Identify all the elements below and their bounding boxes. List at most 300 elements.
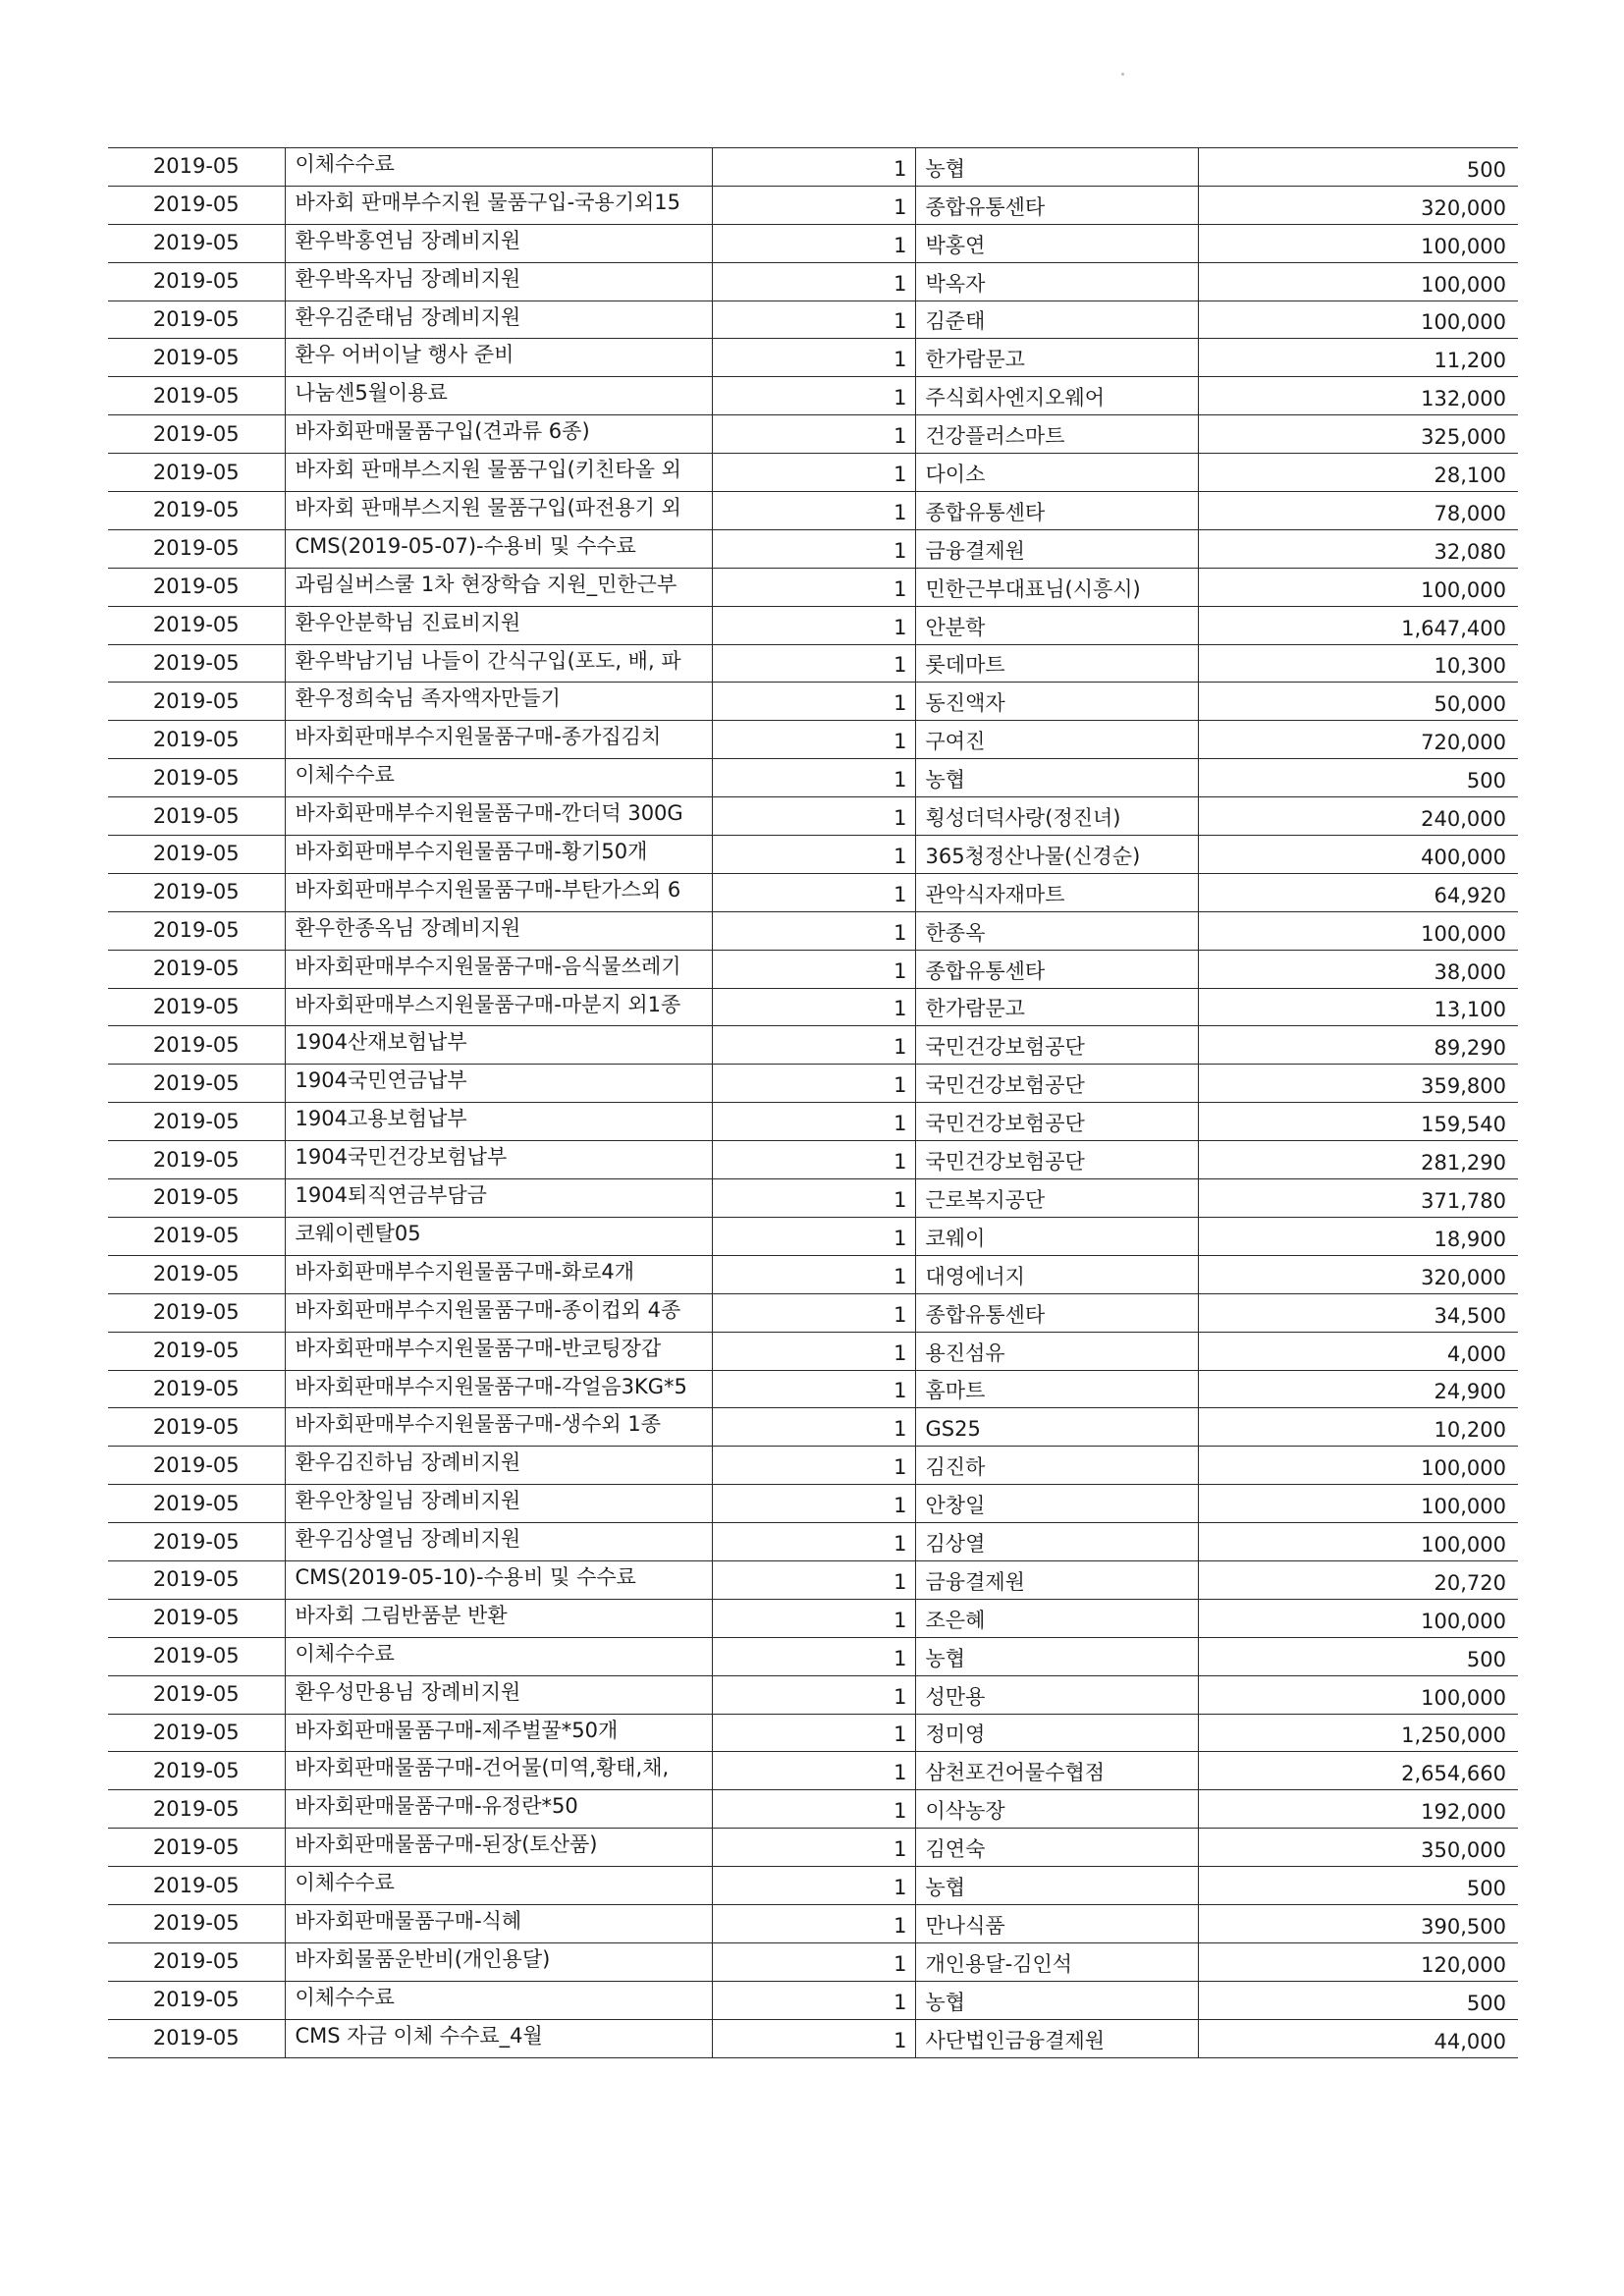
row-quantity: 1 (712, 529, 915, 568)
row-quantity: 1 (712, 911, 915, 950)
row-date: 2019-05 (108, 224, 285, 262)
row-quantity: 1 (712, 1447, 915, 1485)
row-date: 2019-05 (108, 1065, 285, 1103)
row-date: 2019-05 (108, 950, 285, 988)
row-amount: 28,100 (1198, 454, 1518, 492)
row-description: 바자회판매물품구매-식혜 (285, 1904, 712, 1942)
row-quantity: 1 (712, 1408, 915, 1447)
table-row (108, 1447, 1518, 1485)
row-quantity: 1 (712, 1790, 915, 1829)
row-date: 2019-05 (108, 492, 285, 530)
row-amount: 159,540 (1198, 1103, 1518, 1141)
row-quantity: 1 (712, 301, 915, 339)
row-quantity: 1 (712, 415, 915, 454)
row-date: 2019-05 (108, 1637, 285, 1675)
row-payee: 안분학 (915, 606, 1198, 644)
row-quantity: 1 (712, 797, 915, 836)
table-row (108, 1026, 1518, 1065)
row-description: CMS(2019-05-10)-수용비 및 수수료 (285, 1560, 712, 1599)
row-payee: 안창일 (915, 1485, 1198, 1523)
row-payee: 개인용달-김인석 (915, 1942, 1198, 1981)
row-payee: 365청정산나물(신경순) (915, 836, 1198, 874)
row-payee: 박옥자 (915, 262, 1198, 301)
row-description: 바자회판매물품구매-된장(토산품) (285, 1829, 712, 1867)
table-row (108, 529, 1518, 568)
table-row (108, 1790, 1518, 1829)
table-row (108, 301, 1518, 339)
table-row (108, 683, 1518, 721)
row-description: 바자회 판매부스지원 물품구입(키친타올 외 (285, 454, 712, 492)
row-payee: 박홍연 (915, 224, 1198, 262)
row-description: 환우안분학님 진료비지원 (285, 606, 712, 644)
row-date: 2019-05 (108, 1942, 285, 1981)
row-description: 1904산재보험납부 (285, 1026, 712, 1065)
table-row (108, 1637, 1518, 1675)
row-date: 2019-05 (108, 1141, 285, 1179)
row-amount: 325,000 (1198, 415, 1518, 454)
row-payee: 관악식자재마트 (915, 873, 1198, 911)
table-row (108, 1408, 1518, 1447)
row-payee: 농협 (915, 1867, 1198, 1905)
row-quantity: 1 (712, 759, 915, 797)
row-amount: 2,654,660 (1198, 1752, 1518, 1790)
row-description: 환우김상열님 장례비지원 (285, 1523, 712, 1561)
row-amount: 13,100 (1198, 988, 1518, 1026)
row-amount: 24,900 (1198, 1370, 1518, 1408)
row-description: 바자회판매부수지원물품구매-종가집김치 (285, 721, 712, 759)
row-description: 1904국민연금납부 (285, 1065, 712, 1103)
row-description: 이체수수료 (285, 1637, 712, 1675)
table-row (108, 1904, 1518, 1942)
row-quantity: 1 (712, 836, 915, 874)
table-row (108, 148, 1518, 187)
row-date: 2019-05 (108, 873, 285, 911)
row-date: 2019-05 (108, 721, 285, 759)
table-row (108, 1599, 1518, 1637)
row-date: 2019-05 (108, 454, 285, 492)
row-quantity: 1 (712, 454, 915, 492)
row-amount: 720,000 (1198, 721, 1518, 759)
row-quantity: 1 (712, 873, 915, 911)
row-amount: 100,000 (1198, 1523, 1518, 1561)
row-description: 바자회판매부수지원물품구매-종이컵외 4종 (285, 1293, 712, 1332)
row-description: 이체수수료 (285, 1981, 712, 2019)
expense-ledger-table (108, 147, 1518, 2058)
table-row (108, 186, 1518, 224)
row-payee: 정미영 (915, 1714, 1198, 1752)
row-description: 바자회판매부수지원물품구매-반코팅장갑 (285, 1332, 712, 1370)
row-description: 바자회물품운반비(개인용달) (285, 1942, 712, 1981)
row-description: 바자회판매부수지원물품구매-부탄가스외 6 (285, 873, 712, 911)
row-description: 나눔센5월이용료 (285, 377, 712, 415)
row-date: 2019-05 (108, 606, 285, 644)
row-date: 2019-05 (108, 1523, 285, 1561)
row-date: 2019-05 (108, 339, 285, 377)
row-quantity: 1 (712, 1370, 915, 1408)
row-quantity: 1 (712, 1217, 915, 1255)
row-quantity: 1 (712, 1829, 915, 1867)
row-date: 2019-05 (108, 1599, 285, 1637)
row-description: 바자회판매물품구매-유정란*50 (285, 1790, 712, 1829)
row-amount: 100,000 (1198, 224, 1518, 262)
row-quantity: 1 (712, 1026, 915, 1065)
row-description: 바자회판매부스지원물품구매-마분지 외1종 (285, 988, 712, 1026)
row-description: 바자회판매부수지원물품구매-생수외 1종 (285, 1408, 712, 1447)
row-payee: 김연숙 (915, 1829, 1198, 1867)
row-payee: 김준태 (915, 301, 1198, 339)
row-date: 2019-05 (108, 683, 285, 721)
row-payee: 종합유통센타 (915, 492, 1198, 530)
row-amount: 100,000 (1198, 301, 1518, 339)
table-row (108, 1942, 1518, 1981)
row-description: 바자회 판매부스지원 물품구입(파전용기 외 (285, 492, 712, 530)
row-amount: 500 (1198, 759, 1518, 797)
row-quantity: 1 (712, 224, 915, 262)
row-date: 2019-05 (108, 644, 285, 683)
row-amount: 100,000 (1198, 1599, 1518, 1637)
row-description: 바자회판매부수지원물품구매-음식물쓰레기 (285, 950, 712, 988)
row-amount: 1,647,400 (1198, 606, 1518, 644)
row-date: 2019-05 (108, 797, 285, 836)
row-payee: 사단법인금융결제원 (915, 2019, 1198, 2057)
row-amount: 100,000 (1198, 568, 1518, 606)
table-row (108, 1370, 1518, 1408)
table-row (108, 1065, 1518, 1103)
row-amount: 100,000 (1198, 1485, 1518, 1523)
row-description: 바자회판매부수지원물품구매-황기50개 (285, 836, 712, 874)
table-row (108, 568, 1518, 606)
table-row (108, 1675, 1518, 1714)
row-amount: 50,000 (1198, 683, 1518, 721)
row-payee: 롯데마트 (915, 644, 1198, 683)
table-row (108, 262, 1518, 301)
row-amount: 500 (1198, 1637, 1518, 1675)
row-date: 2019-05 (108, 2019, 285, 2057)
row-date: 2019-05 (108, 568, 285, 606)
row-description: 코웨이렌탈05 (285, 1217, 712, 1255)
row-quantity: 1 (712, 1293, 915, 1332)
row-quantity: 1 (712, 683, 915, 721)
row-amount: 100,000 (1198, 262, 1518, 301)
row-quantity: 1 (712, 1867, 915, 1905)
row-date: 2019-05 (108, 1255, 285, 1293)
table-row (108, 1103, 1518, 1141)
row-date: 2019-05 (108, 1217, 285, 1255)
row-date: 2019-05 (108, 1103, 285, 1141)
row-payee: 국민건강보험공단 (915, 1026, 1198, 1065)
row-amount: 10,200 (1198, 1408, 1518, 1447)
row-description: 바자회판매부수지원물품구매-각얼음3KG*5 (285, 1370, 712, 1408)
row-amount: 500 (1198, 148, 1518, 187)
row-date: 2019-05 (108, 377, 285, 415)
row-payee: 한가람문고 (915, 988, 1198, 1026)
row-payee: 성만용 (915, 1675, 1198, 1714)
row-date: 2019-05 (108, 186, 285, 224)
row-description: 과림실버스쿨 1차 현장학습 지원_민한근부 (285, 568, 712, 606)
row-payee: 용진섬유 (915, 1332, 1198, 1370)
row-payee: 한종옥 (915, 911, 1198, 950)
row-quantity: 1 (712, 950, 915, 988)
scan-speck (1121, 73, 1124, 76)
row-description: 바자회판매부수지원물품구매-화로4개 (285, 1255, 712, 1293)
row-date: 2019-05 (108, 988, 285, 1026)
row-date: 2019-05 (108, 1179, 285, 1218)
row-quantity: 1 (712, 1599, 915, 1637)
row-quantity: 1 (712, 377, 915, 415)
row-description: 바자회판매물품구매-제주벌꿀*50개 (285, 1714, 712, 1752)
row-quantity: 1 (712, 1675, 915, 1714)
table-row (108, 1560, 1518, 1599)
row-payee: 국민건강보험공단 (915, 1141, 1198, 1179)
row-quantity: 1 (712, 1485, 915, 1523)
row-date: 2019-05 (108, 1752, 285, 1790)
table-row (108, 606, 1518, 644)
row-quantity: 1 (712, 568, 915, 606)
row-amount: 89,290 (1198, 1026, 1518, 1065)
row-payee: 금융결제원 (915, 529, 1198, 568)
table-row (108, 1141, 1518, 1179)
row-payee: 김상열 (915, 1523, 1198, 1561)
row-date: 2019-05 (108, 1026, 285, 1065)
row-quantity: 1 (712, 1981, 915, 2019)
row-amount: 500 (1198, 1867, 1518, 1905)
row-description: 바자회판매물품구매-건어물(미역,황태,채, (285, 1752, 712, 1790)
row-quantity: 1 (712, 1637, 915, 1675)
row-payee: 다이소 (915, 454, 1198, 492)
row-amount: 120,000 (1198, 1942, 1518, 1981)
row-date: 2019-05 (108, 1332, 285, 1370)
table-row (108, 797, 1518, 836)
row-description: 환우박홍연님 장례비지원 (285, 224, 712, 262)
row-description: 환우한종옥님 장례비지원 (285, 911, 712, 950)
table-row (108, 759, 1518, 797)
row-amount: 359,800 (1198, 1065, 1518, 1103)
table-row (108, 988, 1518, 1026)
row-payee: 대영에너지 (915, 1255, 1198, 1293)
row-quantity: 1 (712, 1942, 915, 1981)
row-amount: 38,000 (1198, 950, 1518, 988)
row-description: 이체수수료 (285, 759, 712, 797)
row-quantity: 1 (712, 721, 915, 759)
row-quantity: 1 (712, 2019, 915, 2057)
table-row (108, 1332, 1518, 1370)
row-quantity: 1 (712, 1179, 915, 1218)
row-date: 2019-05 (108, 911, 285, 950)
table-row (108, 1829, 1518, 1867)
row-payee: 건강플러스마트 (915, 415, 1198, 454)
row-date: 2019-05 (108, 1293, 285, 1332)
table-row (108, 1867, 1518, 1905)
row-description: 바자회 그림반품분 반환 (285, 1599, 712, 1637)
row-payee: 주식회사엔지오웨어 (915, 377, 1198, 415)
table-row (108, 721, 1518, 759)
table-row (108, 1523, 1518, 1561)
row-amount: 11,200 (1198, 339, 1518, 377)
row-quantity: 1 (712, 1904, 915, 1942)
row-date: 2019-05 (108, 1560, 285, 1599)
row-description: 이체수수료 (285, 148, 712, 187)
row-payee: 만나식품 (915, 1904, 1198, 1942)
row-description: 환우안창일님 장례비지원 (285, 1485, 712, 1523)
row-date: 2019-05 (108, 1829, 285, 1867)
row-description: 환우박남기님 나들이 간식구입(포도, 배, 파 (285, 644, 712, 683)
row-description: 이체수수료 (285, 1867, 712, 1905)
row-amount: 100,000 (1198, 911, 1518, 950)
row-description: 바자회판매물품구입(견과류 6종) (285, 415, 712, 454)
row-date: 2019-05 (108, 1675, 285, 1714)
row-date: 2019-05 (108, 1867, 285, 1905)
row-amount: 18,900 (1198, 1217, 1518, 1255)
table-row (108, 836, 1518, 874)
row-amount: 100,000 (1198, 1447, 1518, 1485)
table-row (108, 1293, 1518, 1332)
row-amount: 132,000 (1198, 377, 1518, 415)
table-row (108, 377, 1518, 415)
table-row (108, 873, 1518, 911)
row-date: 2019-05 (108, 529, 285, 568)
row-payee: 민한근부대표님(시흥시) (915, 568, 1198, 606)
row-amount: 100,000 (1198, 1675, 1518, 1714)
row-description: 1904퇴직연금부담금 (285, 1179, 712, 1218)
table-row (108, 454, 1518, 492)
row-payee: 국민건강보험공단 (915, 1103, 1198, 1141)
row-description: CMS(2019-05-07)-수용비 및 수수료 (285, 529, 712, 568)
row-payee: 김진하 (915, 1447, 1198, 1485)
row-amount: 400,000 (1198, 836, 1518, 874)
row-quantity: 1 (712, 339, 915, 377)
row-amount: 320,000 (1198, 186, 1518, 224)
row-description: 환우정희숙님 족자액자만들기 (285, 683, 712, 721)
row-amount: 4,000 (1198, 1332, 1518, 1370)
row-amount: 390,500 (1198, 1904, 1518, 1942)
row-payee: 금융결제원 (915, 1560, 1198, 1599)
row-payee: 종합유통센타 (915, 1293, 1198, 1332)
row-amount: 350,000 (1198, 1829, 1518, 1867)
table-row (108, 1255, 1518, 1293)
row-amount: 1,250,000 (1198, 1714, 1518, 1752)
table-row (108, 1179, 1518, 1218)
row-payee: 삼천포건어물수협점 (915, 1752, 1198, 1790)
table-row (108, 1714, 1518, 1752)
row-date: 2019-05 (108, 1981, 285, 2019)
row-description: 바자회판매부수지원물품구매-깐더덕 300G (285, 797, 712, 836)
row-quantity: 1 (712, 988, 915, 1026)
row-amount: 371,780 (1198, 1179, 1518, 1218)
row-quantity: 1 (712, 1523, 915, 1561)
row-payee: 한가람문고 (915, 339, 1198, 377)
row-date: 2019-05 (108, 1485, 285, 1523)
row-quantity: 1 (712, 644, 915, 683)
table-row (108, 2019, 1518, 2057)
row-payee: 이삭농장 (915, 1790, 1198, 1829)
row-date: 2019-05 (108, 148, 285, 187)
row-amount: 192,000 (1198, 1790, 1518, 1829)
table-row (108, 1217, 1518, 1255)
row-quantity: 1 (712, 1103, 915, 1141)
row-quantity: 1 (712, 186, 915, 224)
row-date: 2019-05 (108, 415, 285, 454)
ledger-body (108, 148, 1518, 2058)
table-row (108, 644, 1518, 683)
row-payee: 종합유통센타 (915, 186, 1198, 224)
row-amount: 20,720 (1198, 1560, 1518, 1599)
row-payee: 농협 (915, 1981, 1198, 2019)
row-date: 2019-05 (108, 1447, 285, 1485)
row-payee: 농협 (915, 759, 1198, 797)
row-quantity: 1 (712, 1065, 915, 1103)
row-quantity: 1 (712, 1560, 915, 1599)
row-date: 2019-05 (108, 1904, 285, 1942)
row-description: CMS 자금 이체 수수료_4월 (285, 2019, 712, 2057)
row-description: 환우 어버이날 행사 준비 (285, 339, 712, 377)
row-date: 2019-05 (108, 836, 285, 874)
row-description: 환우박옥자님 장례비지원 (285, 262, 712, 301)
table-row (108, 224, 1518, 262)
row-amount: 44,000 (1198, 2019, 1518, 2057)
table-row (108, 339, 1518, 377)
row-description: 환우김준태님 장례비지원 (285, 301, 712, 339)
row-payee: 국민건강보험공단 (915, 1065, 1198, 1103)
row-quantity: 1 (712, 1255, 915, 1293)
table-row (108, 1485, 1518, 1523)
row-payee: 조은혜 (915, 1599, 1198, 1637)
row-amount: 78,000 (1198, 492, 1518, 530)
row-date: 2019-05 (108, 1714, 285, 1752)
row-payee: 근로복지공단 (915, 1179, 1198, 1218)
row-amount: 32,080 (1198, 529, 1518, 568)
row-quantity: 1 (712, 1714, 915, 1752)
row-payee: 코웨이 (915, 1217, 1198, 1255)
row-amount: 500 (1198, 1981, 1518, 2019)
row-quantity: 1 (712, 1752, 915, 1790)
row-amount: 281,290 (1198, 1141, 1518, 1179)
row-payee: 농협 (915, 1637, 1198, 1675)
row-quantity: 1 (712, 1332, 915, 1370)
table-row (108, 1981, 1518, 2019)
row-payee: GS25 (915, 1408, 1198, 1447)
row-payee: 동진액자 (915, 683, 1198, 721)
row-description: 1904국민건강보험납부 (285, 1141, 712, 1179)
row-amount: 64,920 (1198, 873, 1518, 911)
row-payee: 홈마트 (915, 1370, 1198, 1408)
row-date: 2019-05 (108, 1370, 285, 1408)
row-amount: 10,300 (1198, 644, 1518, 683)
row-description: 환우성만용님 장례비지원 (285, 1675, 712, 1714)
row-date: 2019-05 (108, 262, 285, 301)
table-row (108, 911, 1518, 950)
table-row (108, 950, 1518, 988)
row-payee: 종합유통센타 (915, 950, 1198, 988)
row-description: 1904고용보험납부 (285, 1103, 712, 1141)
row-payee: 횡성더덕사랑(정진녀) (915, 797, 1198, 836)
row-payee: 구여진 (915, 721, 1198, 759)
row-payee: 농협 (915, 148, 1198, 187)
row-quantity: 1 (712, 606, 915, 644)
row-quantity: 1 (712, 262, 915, 301)
row-date: 2019-05 (108, 1790, 285, 1829)
row-amount: 240,000 (1198, 797, 1518, 836)
row-date: 2019-05 (108, 759, 285, 797)
row-quantity: 1 (712, 1141, 915, 1179)
row-description: 환우김진하님 장례비지원 (285, 1447, 712, 1485)
row-quantity: 1 (712, 492, 915, 530)
row-amount: 320,000 (1198, 1255, 1518, 1293)
row-quantity: 1 (712, 148, 915, 187)
row-description: 바자회 판매부수지원 물품구입-국용기외15 (285, 186, 712, 224)
table-row (108, 415, 1518, 454)
table-row (108, 492, 1518, 530)
row-date: 2019-05 (108, 301, 285, 339)
